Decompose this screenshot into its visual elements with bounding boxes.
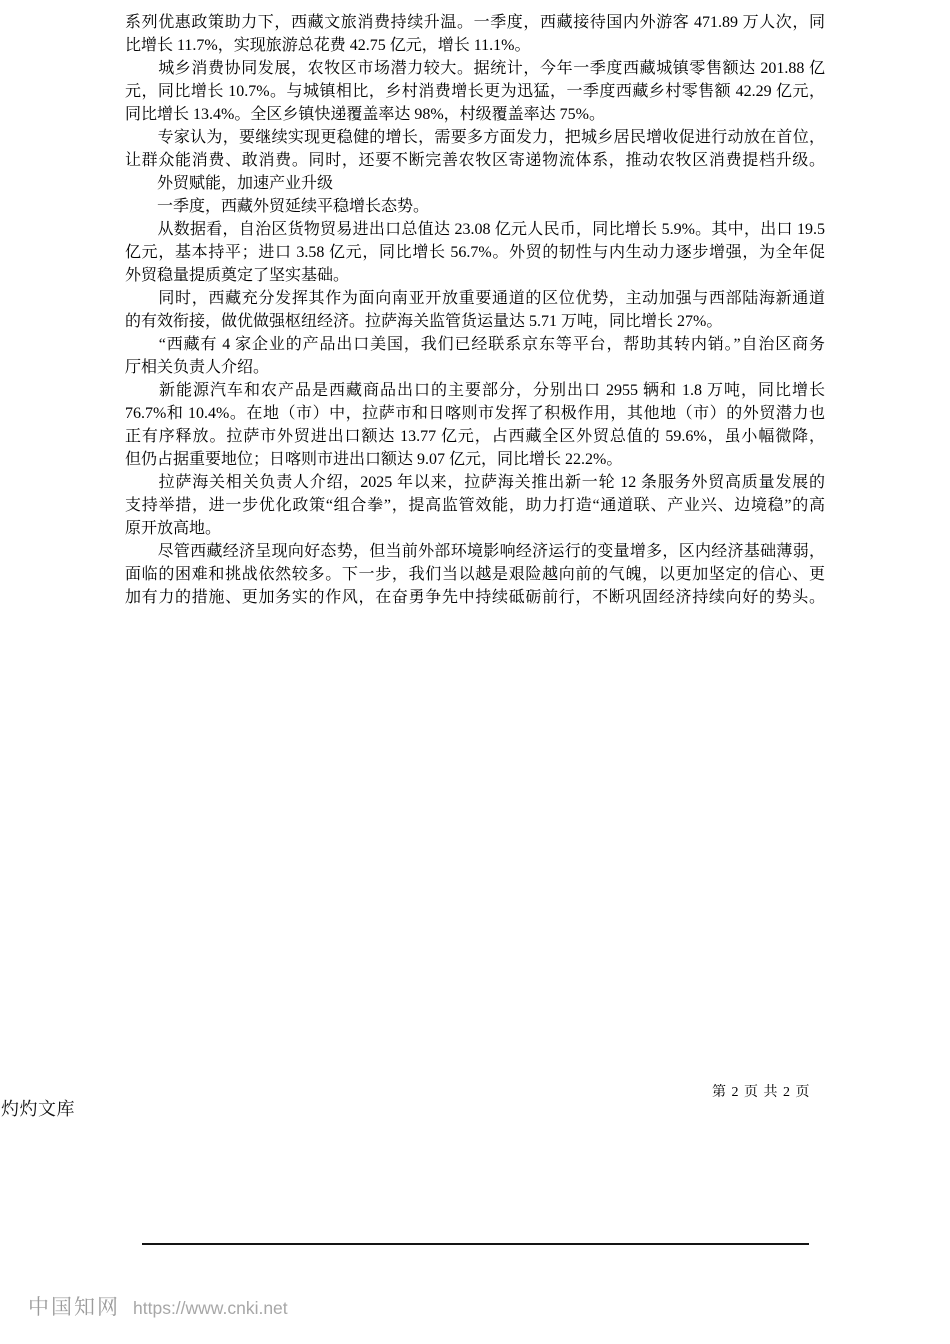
document-line: 从数据看，自治区货物贸易进出口总值达 23.08 亿元人民币，同比增长 5.9%。其中，出口 19.5	[125, 221, 825, 238]
document-line: 系列优惠政策助力下，西藏文旅消费持续升温。一季度，西藏接待国内外游客 471.89 万人次，同	[125, 14, 825, 31]
document-line: 亿元，基本持平；进口 3.58 亿元，同比增长 56.7%。外贸的韧性与内生动力逐步增强，为全年促	[125, 244, 825, 261]
document-line: 加有力的措施、更加务实的作风，在奋勇争先中持续砥砺前行，不断巩固经济持续向好的势头。	[125, 589, 825, 606]
document-line: 厅相关负责人介绍。	[125, 359, 270, 376]
document-line: 元，同比增长 10.7%。与城镇相比，乡村消费增长更为迅猛，一季度西藏乡村零售额 42.29 亿元，	[125, 83, 825, 100]
cnki-url-link[interactable]: https://www.cnki.net	[133, 1298, 288, 1318]
cnki-logo-text: 中国知网	[28, 1296, 120, 1319]
document-line: 新能源汽车和农产品是西藏商品出口的主要部分，分别出口 2955 辆和 1.8 万吨，同比增长	[125, 382, 825, 399]
document-line: 一季度，西藏外贸延续平稳增长态势。	[125, 198, 430, 215]
document-line: 尽管西藏经济呈现向好态势，但当前外部环境影响经济运行的变量增多，区内经济基础薄弱，	[125, 543, 825, 560]
document-line: 同比增长 13.4%。全区乡镇快递覆盖率达 98%，村级覆盖率达 75%。	[125, 106, 605, 123]
document-line: 76.7%和 10.4%。在地（市）中，拉萨市和日喀则市发挥了积极作用，其他地（市）的外贸潜力也	[125, 405, 825, 422]
watermark-text: 灼灼文库	[1, 1099, 75, 1119]
document-line: 同时，西藏充分发挥其作为面向南亚开放重要通道的区位优势，主动加强与西部陆海新通道	[125, 290, 825, 307]
document-line: 面临的困难和挑战依然较多。下一步，我们当以越是艰险越向前的气魄，以更加坚定的信心、更	[125, 566, 825, 583]
document-line: 的有效衔接，做优做强枢纽经济。拉萨海关监管货运量达 5.71 万吨，同比增长 27%。	[125, 313, 723, 330]
document-line: 拉萨海关相关负责人介绍，2025 年以来，拉萨海关推出新一轮 12 条服务外贸高质量发展的	[125, 474, 825, 491]
branding-footer	[28, 1291, 288, 1321]
article-text-block	[125, 11, 825, 609]
footer-divider-line	[142, 1243, 809, 1245]
document-line: 比增长 11.7%，实现旅游总花费 42.75 亿元，增长 11.1%。	[125, 37, 531, 54]
document-line: 但仍占据重要地位；日喀则市进出口额达 9.07 亿元，同比增长 22.2%。	[125, 451, 623, 468]
document-line: 正有序释放。拉萨市外贸进出口额达 13.77 亿元，占西藏全区外贸总值的 59.6%，虽小幅微降，	[125, 428, 825, 445]
page-number-indicator: 第 2 页 共 2 页	[712, 1085, 811, 1100]
document-line: 让群众能消费、敢消费。同时，还要不断完善农牧区寄递物流体系，推动农牧区消费提档升级。	[125, 152, 825, 169]
document-line: “西藏有 4 家企业的产品出口美国，我们已经联系京东等平台，帮助其转内销。”自治区商务	[125, 336, 825, 353]
document-subheading-line: 外贸赋能，加速产业升级	[125, 175, 334, 192]
document-line: 支持举措，进一步优化政策“组合拳”，提高监管效能，助力打造“通道联、产业兴、边境稳”的高	[125, 497, 825, 514]
document-line: 原开放高地。	[125, 520, 222, 537]
document-line: 专家认为，要继续实现更稳健的增长，需要多方面发力，把城乡居民增收促进行动放在首位，	[125, 129, 825, 146]
document-line: 外贸稳量提质奠定了坚实基础。	[125, 267, 350, 284]
document-line: 城乡消费协同发展，农牧区市场潜力较大。据统计，今年一季度西藏城镇零售额达 201.88 亿	[125, 60, 825, 77]
